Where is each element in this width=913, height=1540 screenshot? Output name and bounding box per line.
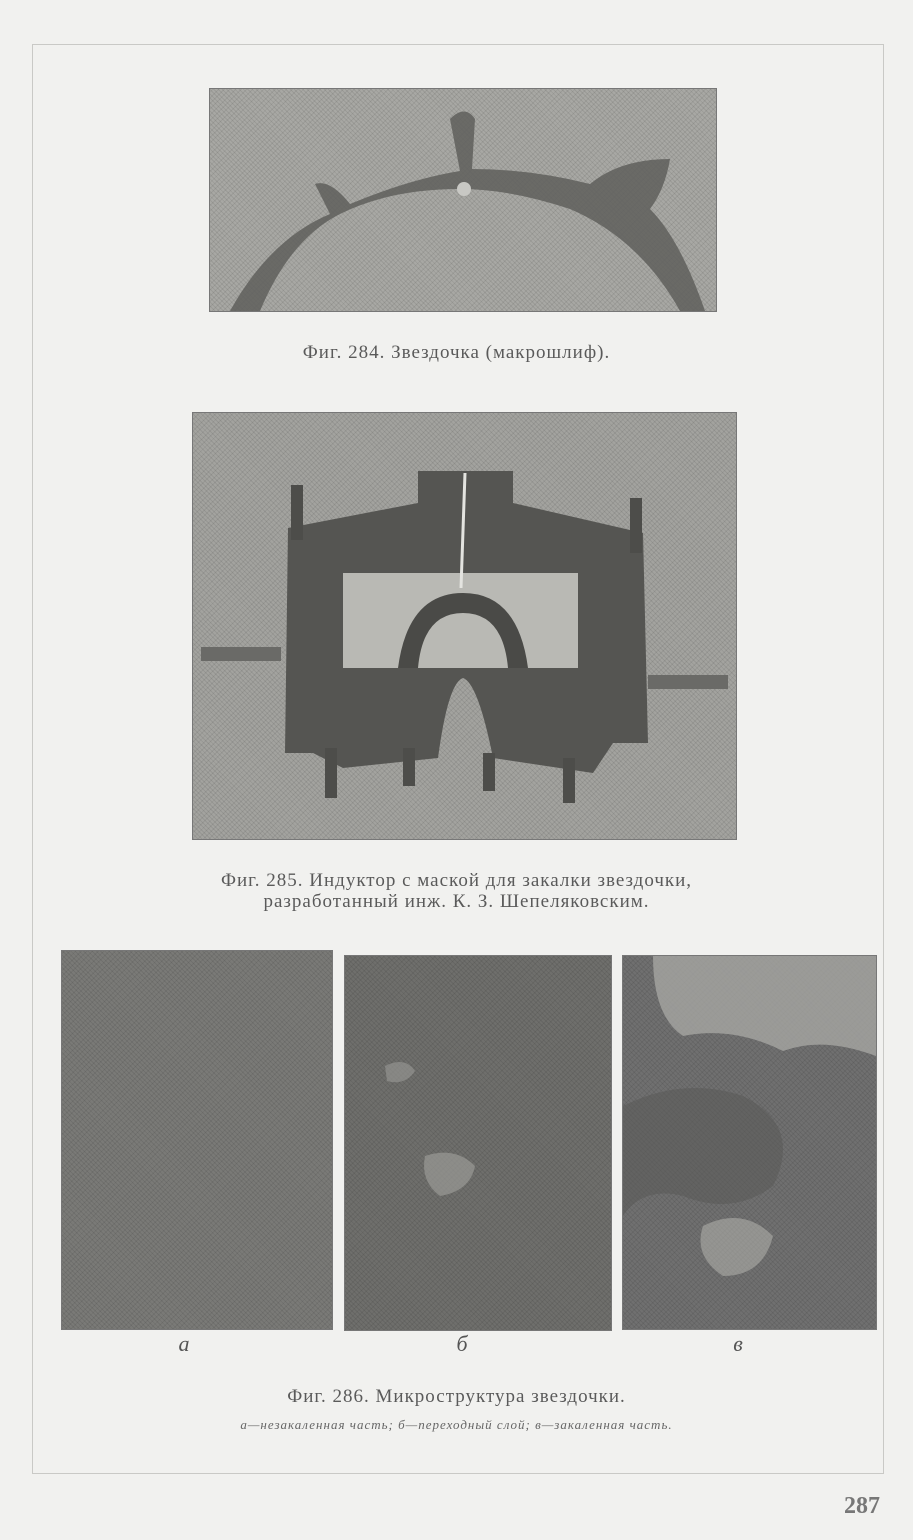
figure-285-caption-line-1: Фиг. 285. Индуктор с маской для закалки звездочки, [220, 870, 693, 891]
sprocket-macrosection-photo [209, 88, 717, 312]
microstructure-transition-photo [344, 955, 612, 1331]
subfigure-label-v: в [733, 1331, 743, 1356]
inductor-mask-photo [192, 412, 737, 840]
figure-286-caption: Фиг. 286. Микроструктура звездочки. [287, 1386, 626, 1407]
microstructure-hardened-photo [622, 955, 877, 1330]
figure-286-legend: а—незакаленная часть; б—переходный слой; в—закаленная часть. [240, 1417, 673, 1432]
subfigure-label-a: а [178, 1331, 190, 1356]
page-number: 287 [844, 1493, 880, 1519]
subfigure-label-b: б [456, 1331, 468, 1356]
figure-284-caption: Фиг. 284. Звездочка (макрошлиф). [302, 342, 611, 363]
figure-285-caption-line-2: разработанный инж. К. З. Шепеляковским. [263, 891, 650, 912]
microstructure-unhardened-photo [61, 950, 333, 1330]
